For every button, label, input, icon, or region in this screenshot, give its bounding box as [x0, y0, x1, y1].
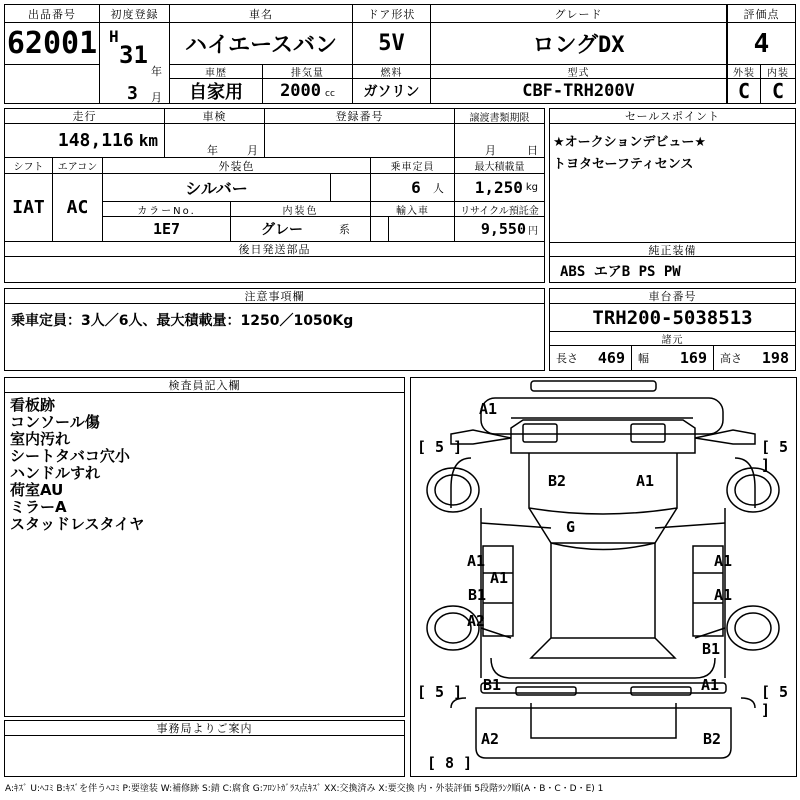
note-line: ハンドルすれ [10, 464, 101, 482]
era: H [109, 27, 119, 46]
width: 169 [679, 349, 707, 367]
height-cell [714, 346, 795, 370]
legend: A:ｷｽﾞ U:ﾍｺﾐ B:ｷｽﾞを伴うﾍｺﾐ P:要塗装 W:補修跡 S:錆 C:腐食 G:ﾌﾛﾝﾄｶﾞﾗｽ点ｷｽﾞ XX:交換済み X:要交換 内・外装評価 5段階ﾗﾝｸ順(A・B・C・D・E) 1 [5, 784, 604, 794]
reg-no-label: 登録番号 [265, 109, 455, 124]
year-unit: 年 [151, 65, 162, 78]
chassis-label: 車台番号 [550, 289, 795, 304]
width-cell [632, 346, 714, 370]
color-blank [331, 174, 371, 202]
ac-label: エアコン [53, 158, 103, 174]
note-line: 室内汚れ [10, 430, 71, 448]
first-reg-label: 初度登録 [100, 5, 170, 23]
displacement-cell [263, 79, 353, 103]
recycle-label: リサイクル預託金 [455, 202, 544, 217]
chassis-block [549, 288, 796, 371]
equipment-label: 純正装備 [550, 242, 795, 257]
height-label: 高さ [720, 352, 742, 365]
import-label: 輸入車 [371, 202, 455, 217]
insp-year-unit: 年 [207, 144, 218, 157]
height: 198 [761, 349, 789, 367]
shift-label: シフト [5, 158, 53, 174]
lot-blank [5, 65, 100, 103]
door-label: ドア形状 [353, 5, 431, 23]
exterior-color: シルバー [103, 174, 331, 202]
caution-label: 注意事項欄 [5, 289, 544, 304]
import-cell-a [371, 217, 389, 242]
capacity-label: 乗車定員 [371, 158, 455, 174]
equipment: ABS エアB PS PW [560, 264, 681, 280]
displacement: 2000 [280, 81, 322, 101]
mark-hood-left: B2 [548, 472, 567, 490]
selling-point-1: ★オークションデビュー★ [553, 135, 707, 150]
reg-no-cell [265, 124, 455, 158]
recycle-cell [455, 217, 544, 242]
inspector-label: 検査員記入欄 [5, 378, 404, 393]
transfer-day-unit: 日 [527, 144, 538, 157]
load: 1,250 [474, 178, 523, 197]
note-line: 看板跡 [10, 396, 56, 414]
load-label: 最大積載量 [455, 158, 544, 174]
note-line: ミラーA [10, 498, 67, 516]
mark-left-door-mid: A1 [490, 569, 509, 587]
car-name-label: 車名 [170, 5, 353, 23]
color-no-label: カラーNo. [103, 202, 231, 217]
caution-block [4, 288, 545, 371]
mark-left-door-b1: B1 [468, 586, 487, 604]
note-line: シートタバコ穴小 [10, 447, 130, 465]
shift: IAT [5, 174, 53, 242]
insp-month-unit: 月 [247, 144, 258, 157]
mileage: 148,116 [57, 130, 134, 151]
int-color-cell [231, 217, 371, 242]
selling-point-2: トヨタセーフティセンス [553, 157, 694, 172]
exterior-label: 外装 [727, 65, 761, 79]
note-line: コンソール傷 [10, 413, 100, 431]
spec-label: 諸元 [550, 332, 795, 346]
mark-left-door-a2: A2 [467, 612, 486, 630]
color-no: 1E7 [103, 217, 231, 242]
mark-right-rear-b1: B1 [702, 640, 721, 658]
month-unit: 月 [151, 91, 162, 104]
office-label: 事務局よりご案内 [5, 721, 404, 736]
inspector-block [4, 377, 405, 717]
inspection-label: 車検 [165, 109, 265, 124]
load-unit: kg [525, 182, 538, 193]
lot-label: 出品番号 [5, 5, 100, 23]
reg-year: 31 [119, 41, 148, 69]
tire-front-right: [ 5 ] [761, 438, 789, 474]
history: 自家用 [170, 79, 263, 103]
exterior-grade: C [727, 79, 761, 103]
later-parts-cell [5, 257, 544, 282]
displacement-unit: cc [325, 89, 335, 99]
note-line: 荷室AU [10, 481, 64, 499]
mileage-cell [5, 124, 165, 158]
selling-points [549, 108, 796, 283]
reg-month: 3 [127, 83, 138, 104]
mark-right-door-front: A1 [714, 552, 733, 570]
displacement-label: 排気量 [263, 65, 353, 79]
office-block [4, 720, 405, 777]
length-label: 長さ [556, 352, 578, 365]
load-cell [455, 174, 544, 202]
tire-front-left: [ 5 ] [417, 438, 463, 456]
mark-left-door-front: A1 [467, 552, 486, 570]
mark-rear-right: B2 [703, 730, 722, 748]
ac: AC [53, 174, 103, 242]
header-block [4, 4, 796, 104]
int-color-label: 内装色 [231, 202, 371, 217]
mark-hood-right: A1 [636, 472, 655, 490]
recycle-unit: 円 [528, 225, 538, 237]
caution-text: 乗車定員：3人／6人、最大積載量：1250／1050Kg [11, 313, 354, 329]
tire-rear-left: [ 5 ] [417, 683, 463, 701]
import-cell-b [389, 217, 455, 242]
int-color: グレー [261, 222, 303, 238]
chassis-number: TRH200-5038513 [550, 304, 795, 332]
model: CBF-TRH200V [431, 79, 727, 103]
inspection-cell [165, 124, 265, 158]
inspector-notes [10, 397, 144, 533]
mileage-label: 走行 [5, 109, 165, 124]
int-color-unit: 系 [339, 223, 350, 236]
transfer-month-unit: 月 [485, 144, 496, 157]
note-line: スタッドレスタイヤ [10, 515, 145, 533]
length-cell [550, 346, 632, 370]
color-label: 外装色 [103, 158, 371, 174]
mark-front-bumper: A1 [479, 400, 498, 418]
mark-right-door-mid: A1 [714, 586, 733, 604]
details-block [4, 108, 545, 283]
car-name: ハイエースバン [170, 23, 353, 65]
mark-left-rear-b1: B1 [483, 676, 502, 694]
car-diagram [410, 377, 797, 777]
grade: ロングDX [431, 23, 727, 65]
history-label: 車歴 [170, 65, 263, 79]
fuel: ガソリン [353, 79, 431, 103]
capacity-cell [371, 174, 455, 202]
fuel-label: 燃料 [353, 65, 431, 79]
transfer-cell [455, 124, 544, 158]
spare-tire: [ 8 ] [427, 754, 473, 772]
tire-rear-right: [ 5 ] [761, 683, 789, 719]
car-outline [411, 378, 796, 776]
model-label: 型式 [431, 65, 727, 79]
interior-label: 内装 [761, 65, 795, 79]
score-label: 評価点 [727, 5, 795, 23]
capacity: 6 [411, 178, 421, 197]
mark-rear-left: A2 [481, 730, 500, 748]
door-type: 5V [353, 23, 431, 65]
mark-right-rear-a1: A1 [701, 676, 720, 694]
interior-grade: C [771, 79, 785, 103]
grade-label: グレード [431, 5, 727, 23]
mark-roof: G [566, 518, 576, 536]
width-label: 幅 [638, 352, 649, 365]
transfer-label: 譲渡書類期限 [455, 109, 544, 124]
later-parts-label: 後日発送部品 [5, 242, 544, 257]
mileage-unit: km [138, 131, 158, 150]
recycle: 9,550 [480, 220, 526, 238]
length: 469 [597, 349, 625, 367]
lot-number: 62001 [5, 23, 100, 65]
selling-points-label: セールスポイント [550, 109, 795, 124]
capacity-unit: 人 [432, 181, 444, 195]
score: 4 [727, 23, 795, 65]
